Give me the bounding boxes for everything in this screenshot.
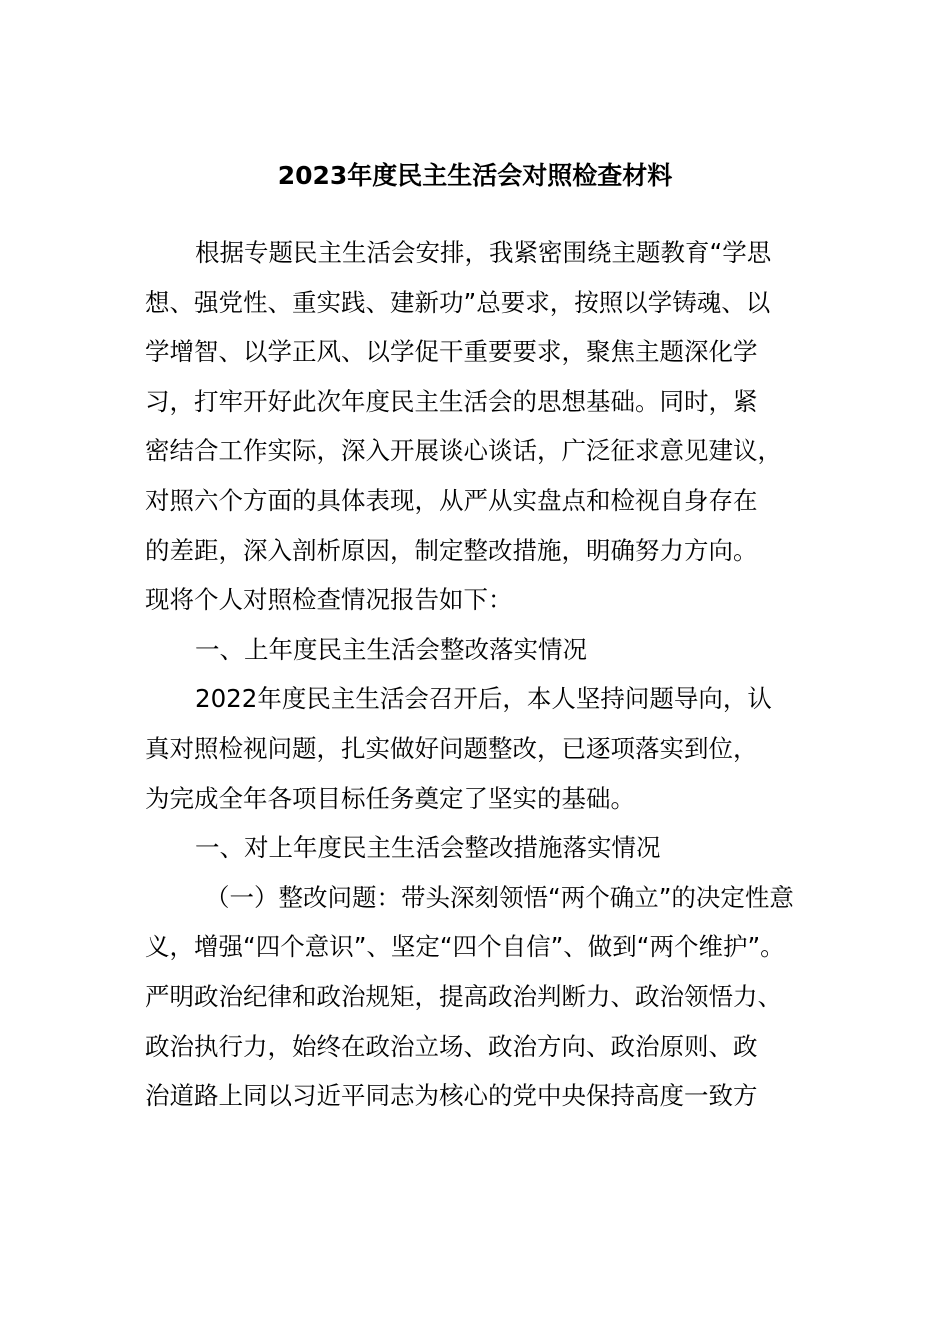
text-line: 治道路上同以习近平同志为核心的党中央保持高度一致方: [145, 1081, 758, 1111]
document-title: 2023年度民主生活会对照检查材料: [277, 161, 673, 190]
text-line: 严明政治纪律和政治规矩，提高政治判断力、政治领悟力、: [145, 981, 782, 1011]
section-heading: 一、对上年度民主生活会整改措施落实情况: [195, 833, 661, 863]
text-line: 政治执行力，始终在政治立场、政治方向、政治原则、政: [145, 1031, 758, 1061]
text-line: 为完成全年各项目标任务奠定了坚实的基础。: [145, 783, 635, 813]
text-line: 想、强党性、重实践、建新功”总要求，按照以学铸魂、以: [145, 287, 771, 317]
text-line: 学增智、以学正风、以学促干重要要求，聚焦主题深化学: [145, 337, 758, 367]
text-line: 现将个人对照检查情况报告如下：: [145, 585, 513, 615]
text-line: 对照六个方面的具体表现，从严从实盘点和检视自身存在: [145, 485, 758, 515]
text-line: 真对照检视问题，扎实做好问题整改，已逐项落实到位，: [145, 733, 758, 763]
text-line: 根据专题民主生活会安排，我紧密围绕主题教育“学思: [195, 238, 772, 267]
text-line: 义，增强“四个意识”、坚定“四个自信”、做到“两个维护”。: [145, 932, 785, 962]
text-line: 习，打牢开好此次年度民主生活会的思想基础。同时，紧: [145, 386, 758, 416]
text-line: 2022年度民主生活会召开后，本人坚持问题导向，认: [195, 684, 772, 714]
section-heading: 一、上年度民主生活会整改落实情况: [195, 634, 587, 664]
text-line: 密结合工作实际，深入开展谈心谈话，广泛征求意见建议，: [145, 436, 782, 466]
text-line: 的差距，深入剖析原因，制定整改措施，明确努力方向。: [145, 535, 758, 565]
document-body: [145, 228, 805, 1121]
subsection-line: （一）整改问题：带头深刻领悟“两个确立”的决定性意: [205, 882, 794, 912]
